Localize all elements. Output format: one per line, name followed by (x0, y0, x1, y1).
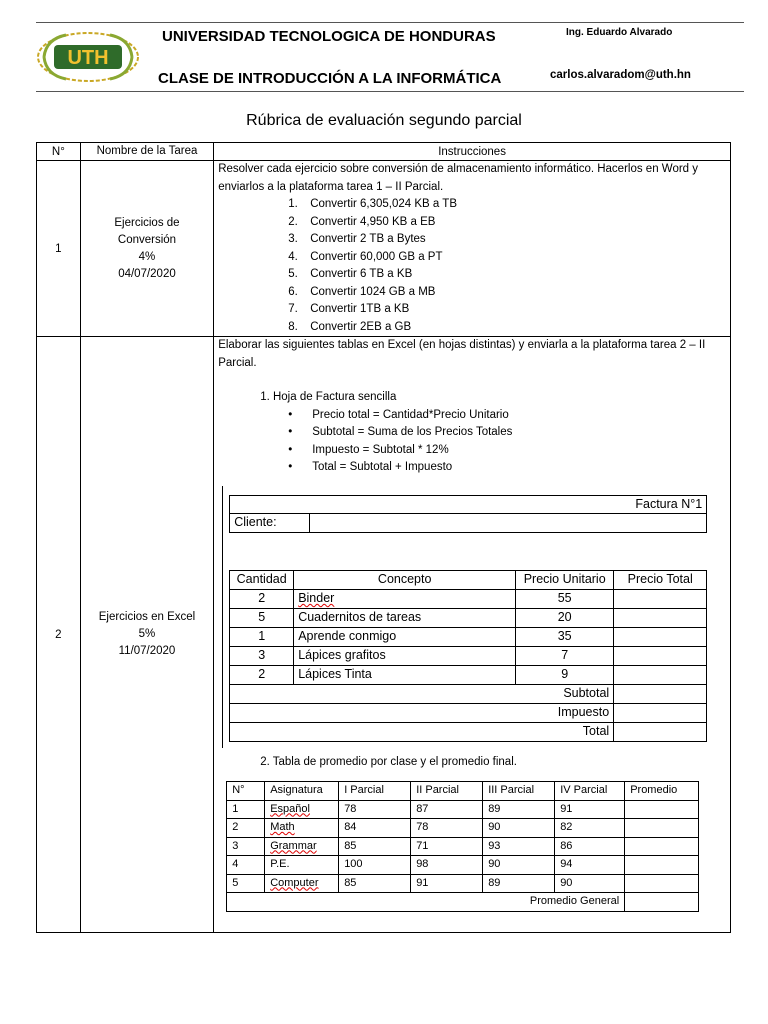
task-number: 2 (37, 337, 81, 933)
task-date: 11/07/2020 (118, 645, 176, 657)
table-row: 2 Lápices Tinta 9 (230, 665, 707, 684)
university-name: UNIVERSIDAD TECNOLOGICA DE HONDURAS (162, 28, 496, 45)
task-weight: 4% (138, 250, 156, 263)
list-item: 8. Convertir 2EB a GB (288, 320, 412, 333)
list-item: 7. Convertir 1TB a KB (288, 303, 410, 315)
list-item: 4. Convertir 60,000 GB a PT (288, 250, 443, 263)
general-average-row: Promedio General (227, 893, 699, 912)
col-instructions: Instrucciones (214, 143, 731, 161)
list-item: 5. Convertir 6 TB a KB (288, 268, 413, 280)
rubric-table (36, 142, 731, 933)
table-row: 3 Grammar 85 71 93 86 (227, 837, 699, 856)
table-row: 3 Lápices grafitos 7 (230, 646, 707, 665)
sheet1-title: 1. Hoja de Factura sencilla (260, 391, 397, 403)
client-value (310, 514, 707, 533)
list-item: • Subtotal = Suma de los Precios Totales (288, 426, 513, 438)
list-item: 3. Convertir 2 TB a Bytes (288, 233, 426, 245)
table-header-row: Cantidad Concepto Precio Unitario Precio Total (230, 570, 707, 589)
task-name-line1: Ejercicios de (114, 216, 180, 229)
list-item: 1. Convertir 6,305,024 KB a TB (288, 198, 458, 210)
list-item: • Impuesto = Subtotal * 12% (288, 443, 449, 456)
col-num: N° (37, 143, 81, 161)
task-number: 1 (37, 161, 81, 337)
teacher-email: carlos.alvaradom@uth.hn (550, 69, 691, 81)
task-instructions (214, 337, 731, 933)
task-row-1 (37, 161, 731, 337)
task-intro: Elaborar las siguientes tablas en Excel (en hojas distintas) y enviarla a la plataforma tarea 2 – II Parcial. (218, 339, 706, 369)
table-row: 2 Math 84 78 90 82 (227, 819, 699, 838)
table-row: 2 Binder 55 (230, 589, 707, 608)
svg-text:UTH: UTH (67, 47, 109, 69)
invoice-header-table (229, 495, 707, 533)
rubric-header-row (37, 143, 731, 161)
task-weight: 5% (138, 628, 156, 640)
task-name-cell (80, 161, 213, 337)
task-name-line2: Conversión (117, 233, 177, 246)
table-row: 5 Computer 85 91 89 90 (227, 874, 699, 893)
table-row: 4 P.E. 100 98 90 94 (227, 856, 699, 875)
document-header (36, 22, 744, 92)
col-task-name: Nombre de la Tarea (80, 143, 213, 161)
conversion-list (288, 196, 726, 336)
invoice-title: Factura N°1 (230, 495, 707, 514)
page-title: Rúbrica de evaluación segundo parcial (246, 112, 522, 129)
task-name: Ejercicios en Excel (98, 611, 196, 623)
list-item: 2. Convertir 4,950 KB a EB (288, 215, 436, 228)
task-intro: Resolver cada ejercicio sobre conversión de almacenamiento informático. Hacerlos en Word y enviarlos a la plataforma tarea 1 – II Parcial. (218, 163, 699, 193)
tax-row: Impuesto (230, 703, 707, 722)
list-item: • Total = Subtotal + Impuesto (288, 461, 453, 473)
task-row-2 (37, 337, 731, 933)
table-row: 1 Aprende conmigo 35 (230, 627, 707, 646)
subtotal-row: Subtotal (230, 684, 707, 703)
task-instructions (214, 161, 731, 337)
list-item: 6. Convertir 1024 GB a MB (288, 285, 436, 298)
list-item: • Precio total = Cantidad*Precio Unitario (288, 408, 509, 421)
sheet2-title: 2. Tabla de promedio por clase y el promedio final. (260, 755, 517, 768)
task-date: 04/07/2020 (118, 267, 176, 280)
invoice-items-table (229, 570, 707, 742)
table-header-row: N° Asignatura I Parcial II Parcial III Parcial IV Parcial Promedio (227, 782, 699, 801)
uth-logo (36, 31, 140, 83)
grades-table (226, 781, 699, 912)
teacher-name: Ing. Eduardo Alvarado (566, 27, 673, 38)
table-row: 1 Español 78 87 89 91 (227, 800, 699, 819)
formula-list (288, 407, 726, 477)
course-name: CLASE DE INTRODUCCIÓN A LA INFORMÁTICA (158, 70, 502, 87)
table-row: 5 Cuadernitos de tareas 20 (230, 608, 707, 627)
invoice-sheet (222, 486, 726, 756)
task-name-cell (80, 337, 213, 933)
client-label: Cliente: (230, 514, 310, 533)
sheet-border-line (222, 486, 223, 748)
total-row: Total (230, 722, 707, 741)
